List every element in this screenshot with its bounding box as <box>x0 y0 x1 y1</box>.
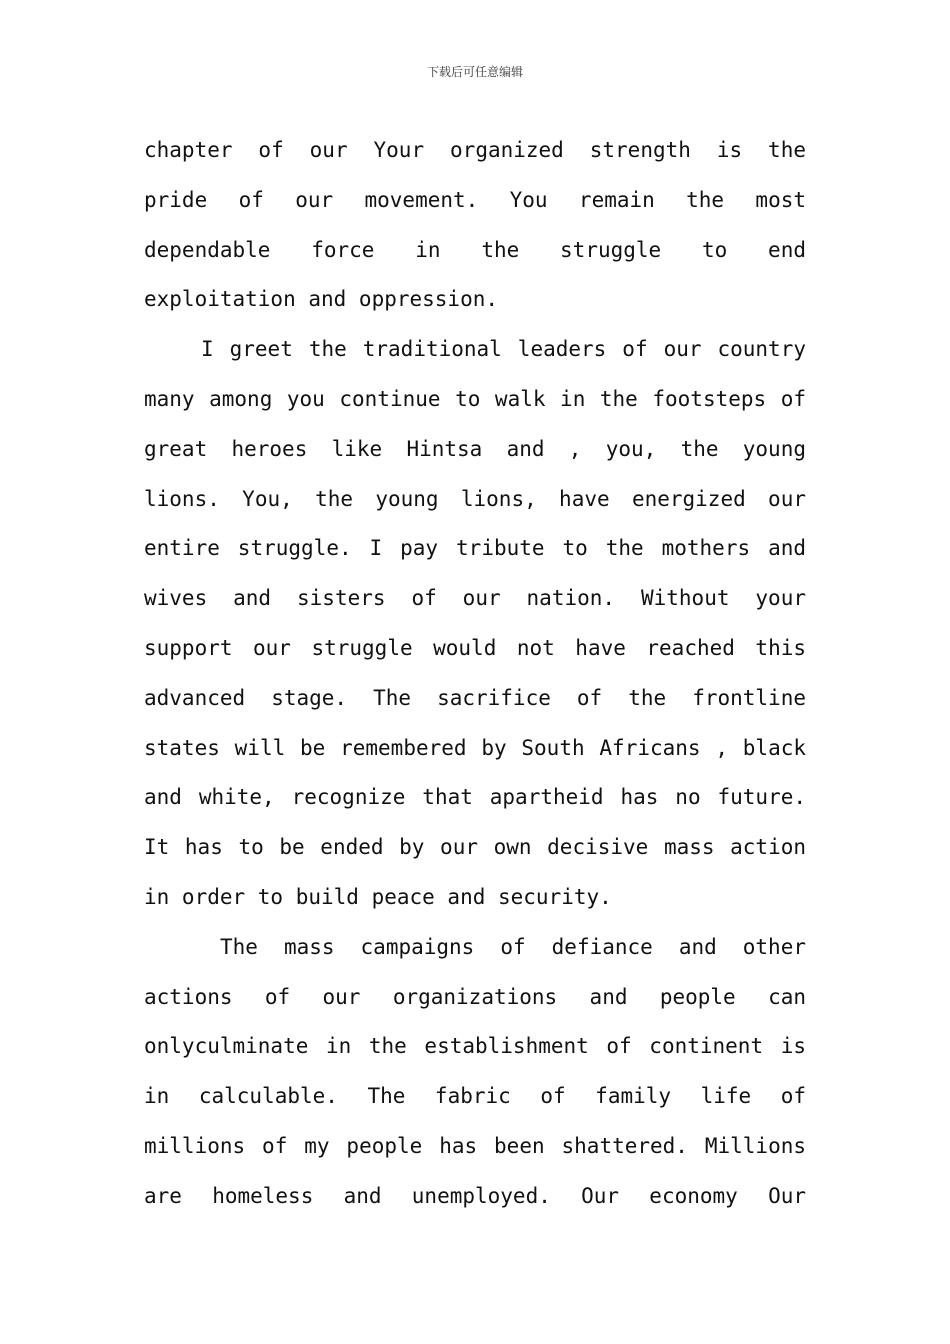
text-line: onlyculminate in the establishment of continent is <box>144 1034 806 1059</box>
text-line: and white, recognize that apartheid has no future. <box>144 785 806 810</box>
text-line: pride of our movement. You remain the most <box>144 187 806 212</box>
text-line: I greet the traditional leaders of our country <box>201 337 806 362</box>
page-header: 下载后可任意编辑 <box>426 65 523 79</box>
text-line: support our struggle would not have reached this <box>144 635 806 660</box>
text-line: dependable force in the struggle to end <box>144 237 806 262</box>
text-line: in order to build peace and security. <box>144 884 612 909</box>
text-line: exploitation and oppression. <box>144 287 499 312</box>
text-line: lions. You, the young lions, have energized our <box>144 486 806 511</box>
text-line: millions of my people has been shattered. Millions <box>144 1133 806 1158</box>
text-line: many among you continue to walk in the footsteps of <box>144 386 806 411</box>
text-line: actions of our organizations and people can <box>144 984 806 1009</box>
text-line: are homeless and unemployed. Our economy Our <box>144 1183 806 1208</box>
text-line: advanced stage. The sacrifice of the frontline <box>144 685 806 710</box>
text-line: wives and sisters of our nation. Without your <box>144 586 806 611</box>
text-line: It has to be ended by our own decisive mass action <box>144 835 806 860</box>
text-line: in calculable. The fabric of family life of <box>144 1084 806 1109</box>
body-text <box>144 130 806 1226</box>
text-line: entire struggle. I pay tribute to the mothers and <box>144 536 806 561</box>
text-line: states will be remembered by South Africans , black <box>144 735 806 760</box>
text-line: chapter of our Your organized strength is the <box>144 138 806 162</box>
text-line: The mass campaigns of defiance and other <box>220 934 806 959</box>
text-line: great heroes like Hintsa and , you, the young <box>144 436 806 461</box>
